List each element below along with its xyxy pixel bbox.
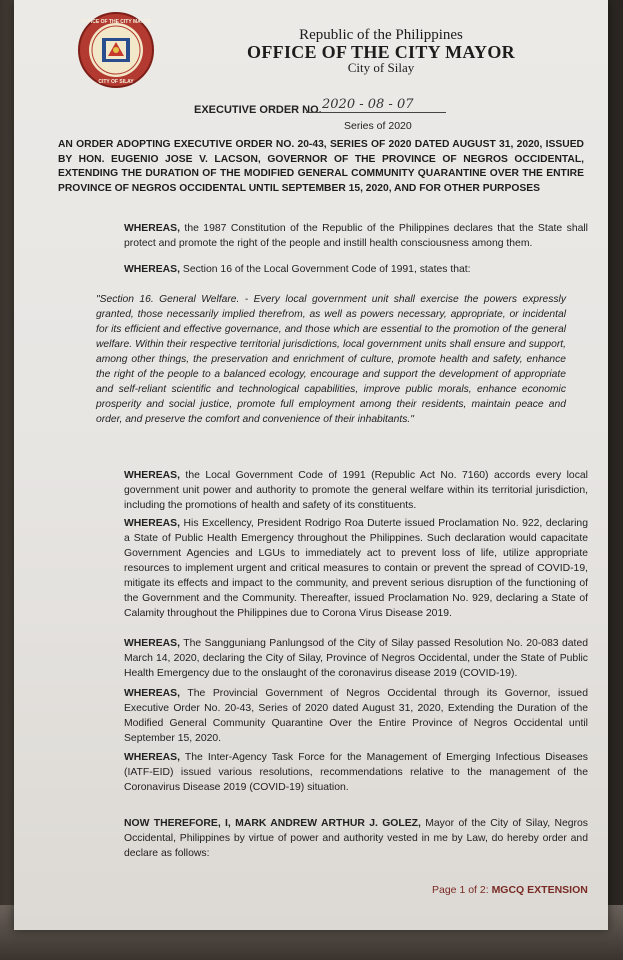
header-city: City of Silay <box>347 60 415 75</box>
executive-order-label: EXECUTIVE ORDER NO. <box>194 104 322 116</box>
paragraph-text: The Provincial Government of Negros Occidental through its Governor, issued Executive Order No. 20-43, Series of 2020 dated August 31, 2020, Extending the Duration of the Modified General Community Quarantine Over the Entire Province of Negros Occidental until September 15, 2020. <box>124 688 588 744</box>
order-series: Series of 2020 <box>344 120 412 132</box>
whereas-paragraph-6 <box>58 686 588 746</box>
paragraph-text: Mayor of the City of Silay, Negros Occidental, Philippines by virtue of power and authority vested in me by Law, do hereby order and declare as follows: <box>124 818 588 859</box>
whereas-paragraph-2 <box>58 262 588 277</box>
paragraph-text: the 1987 Constitution of the Republic of the Philippines declares that the State shall protect and promote the right of the people and instill health consciousness among them. <box>124 223 588 249</box>
paragraph-text: Section 16 of the Local Government Code of 1991, states that: <box>180 264 471 275</box>
whereas-paragraph-4 <box>58 516 588 621</box>
svg-text:OFFICE OF THE CITY MAYOR: OFFICE OF THE CITY MAYOR <box>80 19 152 25</box>
whereas-paragraph-5 <box>58 636 588 681</box>
svg-text:CITY OF SILAY: CITY OF SILAY <box>98 79 134 85</box>
paragraph-lead: WHEREAS, <box>124 223 180 234</box>
footer-label: MGCQ EXTENSION <box>491 884 588 896</box>
footer-page: Page 1 of 2: <box>432 884 489 896</box>
paragraph-lead: WHEREAS, <box>124 518 180 529</box>
section-16-quote: "Section 16. General Welfare. - Every local government unit shall exercise the powers expressly granted, those necessarily implied therefrom, as well as powers necessary, appropriate, or incidental for its efficient and effective governance, and those which are essential to the promotion of the general welfare. Within their respective territorial jurisdictions, local government units shall ensure and support, among other things, the preservation and enrichment of culture, promote health and safety, enhance the right of the people to a balanced ecology, encourage and support the development of appropriate and self-reliant scientific and technological capabilities, improve public morals, enhance economic prosperity and social justice, promote full employment among their residents, maintain peace and order, and preserve the comfort and convenience of their inhabitants." <box>96 294 566 425</box>
paragraph-text: the Local Government Code of 1991 (Republic Act No. 7160) accords every local government unit power and authority to promote the general welfare within its territorial jurisdiction, including the promotions of health and safety of its constituents. <box>124 470 588 511</box>
paragraph-lead: WHEREAS, <box>124 688 180 699</box>
document-page <box>14 0 608 930</box>
paragraph-lead: WHEREAS, <box>124 752 180 763</box>
header-office: OFFICE OF THE CITY MAYOR <box>247 42 515 62</box>
whereas-paragraph-7 <box>58 750 588 795</box>
paragraph-text: The Inter-Agency Task Force for the Management of Emerging Infectious Diseases (IATF-EID) issued various resolutions, recommendations relative to the management of the Coronavirus Disease 2019 (COVID-19) situation. <box>124 752 588 793</box>
paragraph-lead: WHEREAS, <box>124 638 180 649</box>
executive-order-number: 2020 - 08 - 07 <box>306 97 446 113</box>
header-republic: Republic of the Philippines <box>299 27 463 43</box>
order-title: AN ORDER ADOPTING EXECUTIVE ORDER NO. 20-43, SERIES OF 2020 DATED AUGUST 31, 2020, ISSUED BY HON. EUGENIO JOSE V. LACSON, GOVERNOR OF THE PROVINCE OF NEGROS OCCIDENTAL, EXTENDING THE DURATION OF THE MODIFIED GENERAL COMMUNITY QUARANTINE OVER THE ENTIRE PROVINCE OF NEGROS OCCIDENTAL UNTIL SEPTEMBER 15, 2020, AND FOR OTHER PURPOSES <box>58 139 584 194</box>
whereas-paragraph-1 <box>58 221 588 251</box>
paragraph-lead: WHEREAS, <box>124 470 180 481</box>
whereas-paragraph-3 <box>58 468 588 513</box>
paragraph-lead: NOW THEREFORE, I, MARK ANDREW ARTHUR J. GOLEZ, <box>124 818 421 829</box>
page-footer <box>432 884 588 896</box>
paragraph-text: The Sangguniang Panlungsod of the City of Silay passed Resolution No. 20-083 dated March 14, 2020, declaring the City of Silay, Province of Negros Occidental, under the State of Public Health Emergency due to the onslaught of the coronavirus disease 2019 (COVID-19). <box>124 638 588 679</box>
paragraph-lead: WHEREAS, <box>124 264 180 275</box>
now-therefore-paragraph <box>58 816 588 861</box>
paragraph-text: His Excellency, President Rodrigo Roa Duterte issued Proclamation No. 922, declaring a State of Public Health Emergency throughout the Philippines. Such declaration would capacitate Government Agencies and LGUs to immediately act to prevent loss of life, utilize appropriate resources to implement urgent and critical measures to contain or prevent the spread of COVID-19, mitigate its effects and impact to the community, and prevent serious disruption of the functioning of the Government and the Community. Thereafter, issued Proclamation No. 929, declaring a State of Calamity throughout the Philippines due to Corona Virus Disease 2019. <box>124 518 588 619</box>
